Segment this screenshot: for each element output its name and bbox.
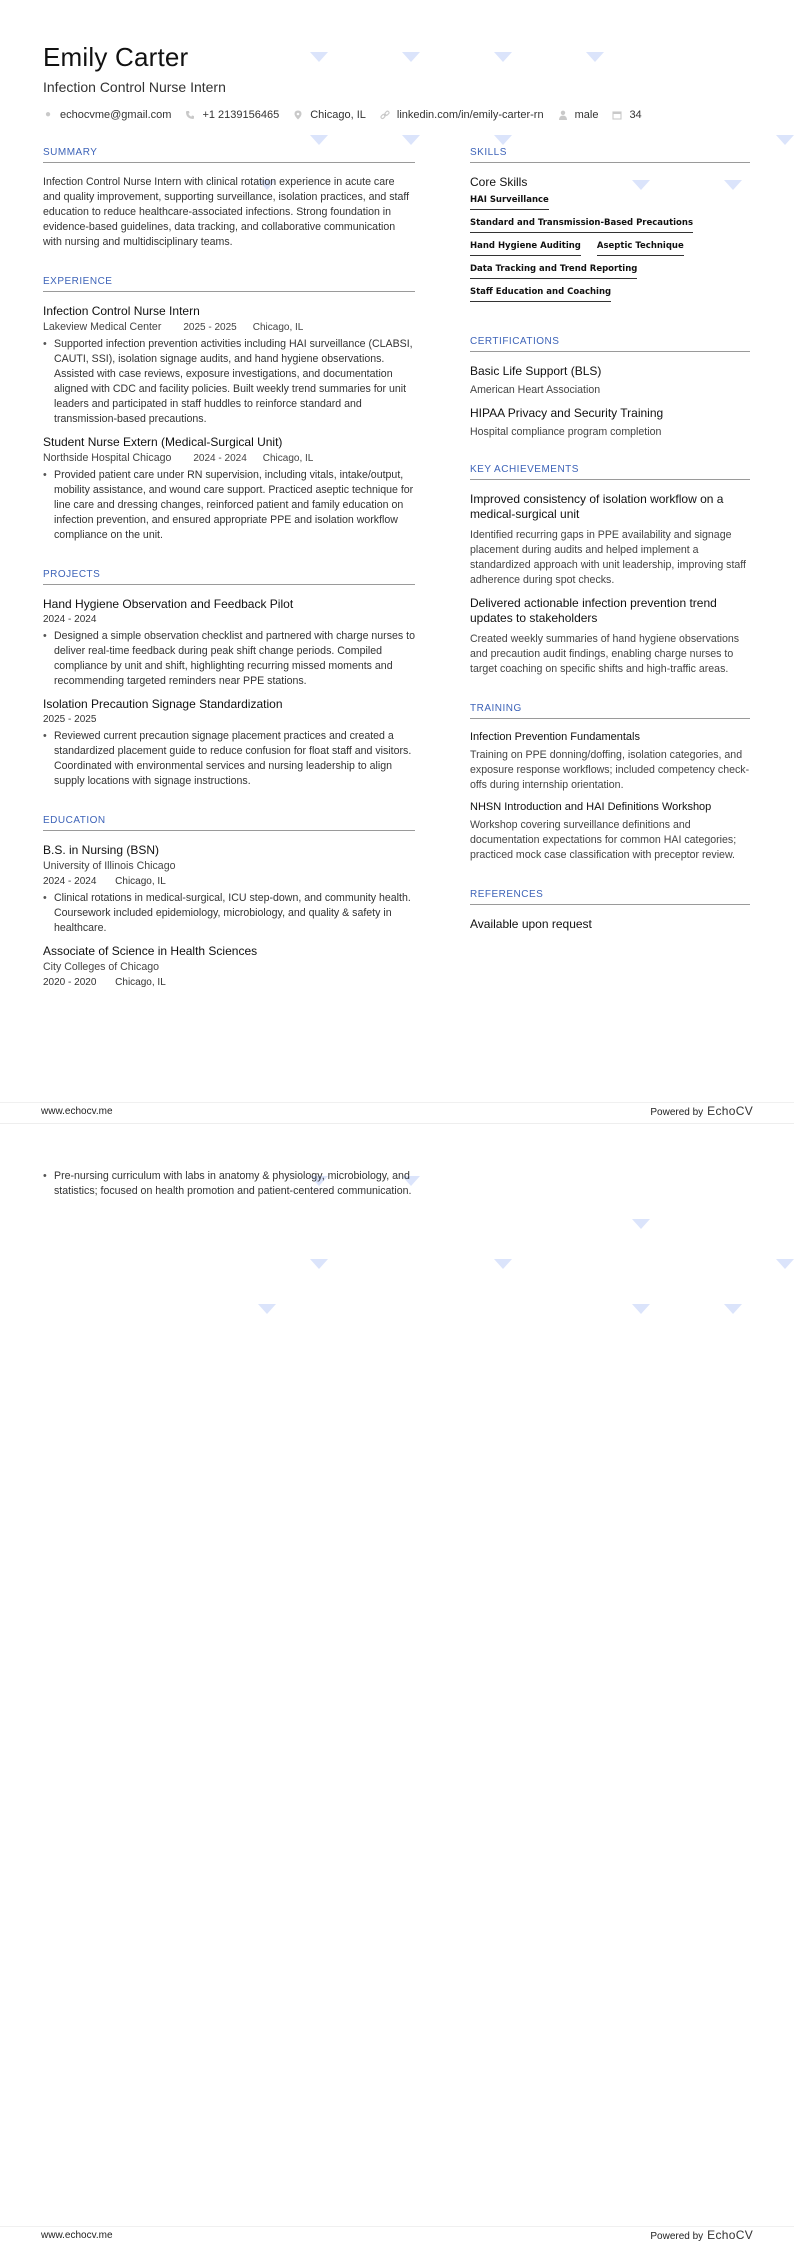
left-column: [43, 147, 415, 1014]
school: University of Illinois Chicago: [43, 860, 176, 872]
decorative-triangle: [258, 1304, 276, 1314]
resume-header: [43, 42, 763, 121]
decorative-triangle: [402, 135, 420, 145]
achievement-description: Identified recurring gaps in PPE availability and signage placement during audits and helped implement a standardized approach with unit leadership, improving staff adherence during spot checks.: [470, 529, 746, 586]
page-footer: [41, 2228, 753, 2242]
skills-list: [470, 195, 750, 310]
candidate-headline: Infection Control Nurse Intern: [43, 79, 226, 95]
skill-tag: Standard and Transmission-Based Precautions: [470, 218, 693, 233]
job-dates: 2024 - 2024: [193, 452, 247, 464]
powered-by: Powered by EchoCV: [650, 1104, 753, 1118]
summary-section: [43, 147, 415, 250]
right-column: [470, 147, 750, 957]
training-description: Training on PPE donning/doffing, isolation categories, and exposure response workflows; included competency check-offs during internship orientation.: [470, 749, 750, 791]
skill-tag: HAI Surveillance: [470, 195, 549, 210]
candidate-name: Emily Carter: [43, 42, 189, 72]
contact-age: 34: [612, 109, 641, 121]
summary-text: Infection Control Nurse Intern with clinical rotation experience in acute care and quality improvement, supporting surveillance, isolation practices, and staff education to reduce healthcare-associated infections. Strong foundation in evidence-based guidelines, data tracking, and collaborative communication with nursing and multidisciplinary teams.: [43, 176, 410, 248]
project-bullet: • Reviewed current precaution signage placement practices and created a standardized placement guide to reduce confusion for float staff and visitors. Coordinated with environmental services and nursing leadership to align supply locations with signage instructions.: [43, 729, 415, 789]
references-text: Available upon request: [470, 917, 592, 931]
resume-page-2: [0, 1123, 794, 2246]
decorative-triangle: [632, 1304, 650, 1314]
job-title: Infection Control Nurse Intern: [43, 304, 200, 318]
education-dates: 2020 - 2020: [43, 977, 97, 988]
employer: Lakeview Medical Center: [43, 321, 162, 333]
link-icon: [380, 110, 390, 120]
education-item: [43, 843, 415, 936]
training-title: Infection Prevention Fundamentals: [470, 731, 640, 743]
project-name: Isolation Precaution Signage Standardization: [43, 697, 283, 711]
contact-email[interactable]: ● echocvme@gmail.com: [44, 109, 172, 121]
employer: Northside Hospital Chicago: [43, 452, 172, 464]
certification-issuer: American Heart Association: [470, 384, 601, 396]
references-section: [470, 889, 750, 931]
section-title: EXPERIENCE: [43, 276, 415, 292]
footer-divider: [0, 2226, 794, 2227]
decorative-triangle: [310, 135, 328, 145]
project-name: Hand Hygiene Observation and Feedback Pilot: [43, 597, 294, 611]
phone-icon: [185, 110, 195, 120]
job-title: Student Nurse Extern (Medical-Surgical Unit): [43, 435, 283, 449]
project-dates: 2024 - 2024: [43, 614, 97, 625]
decorative-triangle: [724, 1304, 742, 1314]
experience-section: [43, 276, 415, 543]
powered-by: Powered by EchoCV: [650, 2228, 753, 2242]
contact-linkedin[interactable]: linkedin.com/in/emily-carter-rn: [380, 109, 544, 121]
education-meta: [43, 876, 415, 887]
decorative-triangle: [310, 1259, 328, 1269]
person-icon: [558, 110, 568, 120]
certification-issuer: Hospital compliance program completion: [470, 426, 662, 438]
job-meta: [43, 321, 415, 333]
experience-item: [43, 304, 415, 427]
at-icon: ●: [44, 109, 52, 120]
education-item: [43, 944, 415, 988]
training-section: [470, 703, 750, 863]
footer-site-link[interactable]: www.echocv.me: [41, 2229, 113, 2241]
education-location: Chicago, IL: [115, 977, 166, 988]
decorative-triangle: [632, 1219, 650, 1229]
skills-heading: Core Skills: [470, 175, 528, 189]
decorative-triangle: [776, 1259, 794, 1269]
decorative-triangle: [776, 135, 794, 145]
achievement-title: Delivered actionable infection prevention trend updates to stakeholders: [470, 596, 717, 625]
footer-divider: [0, 1102, 794, 1103]
contact-bar: [43, 109, 763, 121]
degree: Associate of Science in Health Sciences: [43, 944, 258, 958]
project-item: [43, 597, 415, 689]
echocv-logo[interactable]: EchoCV: [707, 1104, 753, 1118]
footer-site-link[interactable]: www.echocv.me: [41, 1105, 113, 1117]
job-meta: [43, 452, 415, 464]
education-bullet: • Clinical rotations in medical-surgical, ICU step-down, and community health. Coursework included epidemiology, microbiology, and quality & safety in healthcare.: [43, 891, 415, 936]
achievement-title: Improved consistency of isolation workflow on a medical-surgical unit: [470, 492, 724, 521]
contact-gender: male: [558, 109, 599, 121]
achievements-section: [470, 464, 750, 677]
achievement-description: Created weekly summaries of hand hygiene observations and precaution audit findings, enabling charge nurses to target coaching on specific shifts and high-traffic areas.: [470, 633, 740, 675]
project-dates: 2025 - 2025: [43, 714, 97, 725]
skill-tag: Hand Hygiene Auditing: [470, 241, 581, 256]
projects-section: [43, 569, 415, 789]
degree: B.S. in Nursing (BSN): [43, 843, 160, 857]
education-meta: [43, 977, 415, 988]
section-title: SUMMARY: [43, 147, 415, 163]
contact-phone[interactable]: +1 2139156465: [185, 109, 279, 121]
skill-tag: Aseptic Technique: [597, 241, 684, 256]
section-title: KEY ACHIEVEMENTS: [470, 464, 750, 480]
experience-item: [43, 435, 415, 543]
job-location: Chicago, IL: [262, 452, 314, 464]
training-title: NHSN Introduction and HAI Definitions Workshop: [470, 801, 712, 813]
job-bullet: • Supported infection prevention activities including HAI surveillance (CLABSI, CAUTI, SSI), isolation signage audits, and hand hygiene observations. Assisted with case reviews, exposure investigations, and documentation aligned with CDC and facility policies. Built weekly trend summaries for unit leaders and participated in staff huddles to reinforce standard and transmission-based precautions.: [43, 337, 415, 427]
section-title: PROJECTS: [43, 569, 415, 585]
skill-tag: Data Tracking and Trend Reporting: [470, 264, 637, 279]
education-section: [43, 815, 415, 988]
job-location: Chicago, IL: [252, 321, 304, 333]
school: City Colleges of Chicago: [43, 961, 159, 973]
training-description: Workshop covering surveillance definitions and documentation expectations for common HAI categories; practiced mock case classification with preceptor review.: [470, 819, 737, 861]
education-location: Chicago, IL: [115, 876, 166, 887]
education-continued: [43, 1169, 415, 1207]
decorative-triangle: [494, 1259, 512, 1269]
section-title: SKILLS: [470, 147, 750, 163]
skills-section: [470, 147, 750, 310]
certification-name: Basic Life Support (BLS): [470, 364, 602, 378]
decorative-triangle: [494, 135, 512, 145]
section-title: REFERENCES: [470, 889, 750, 905]
contact-location: Chicago, IL: [293, 109, 366, 121]
section-title: EDUCATION: [43, 815, 415, 831]
education-bullet: • Pre-nursing curriculum with labs in anatomy & physiology, microbiology, and statistics; focused on health promotion and patient-centered communication.: [43, 1169, 415, 1199]
page-footer: [41, 1104, 753, 1118]
calendar-icon: [612, 110, 622, 120]
project-item: [43, 697, 415, 789]
certifications-section: [470, 336, 750, 438]
echocv-logo[interactable]: EchoCV: [707, 2228, 753, 2242]
section-title: CERTIFICATIONS: [470, 336, 750, 352]
job-dates: 2025 - 2025: [183, 321, 237, 333]
skill-tag: Staff Education and Coaching: [470, 287, 611, 302]
section-title: TRAINING: [470, 703, 750, 719]
education-dates: 2024 - 2024: [43, 876, 97, 887]
certification-name: HIPAA Privacy and Security Training: [470, 406, 664, 420]
job-bullet: • Provided patient care under RN supervision, including vitals, intake/output, mobility assistance, and wound care support. Practiced aseptic technique for line care and dressing changes, reinforced patient and family education on infection prevention, and ensured appropriate PPE and isolation workflow compliance on the unit.: [43, 468, 415, 543]
location-pin-icon: [293, 110, 303, 120]
project-bullet: • Designed a simple observation checklist and partnered with charge nurses to deliver real-time feedback during peak shift change periods. Compiled compliance by unit and shift, highlighting recurring missed moments and recommending targeted reminders near PPE stations.: [43, 629, 415, 689]
